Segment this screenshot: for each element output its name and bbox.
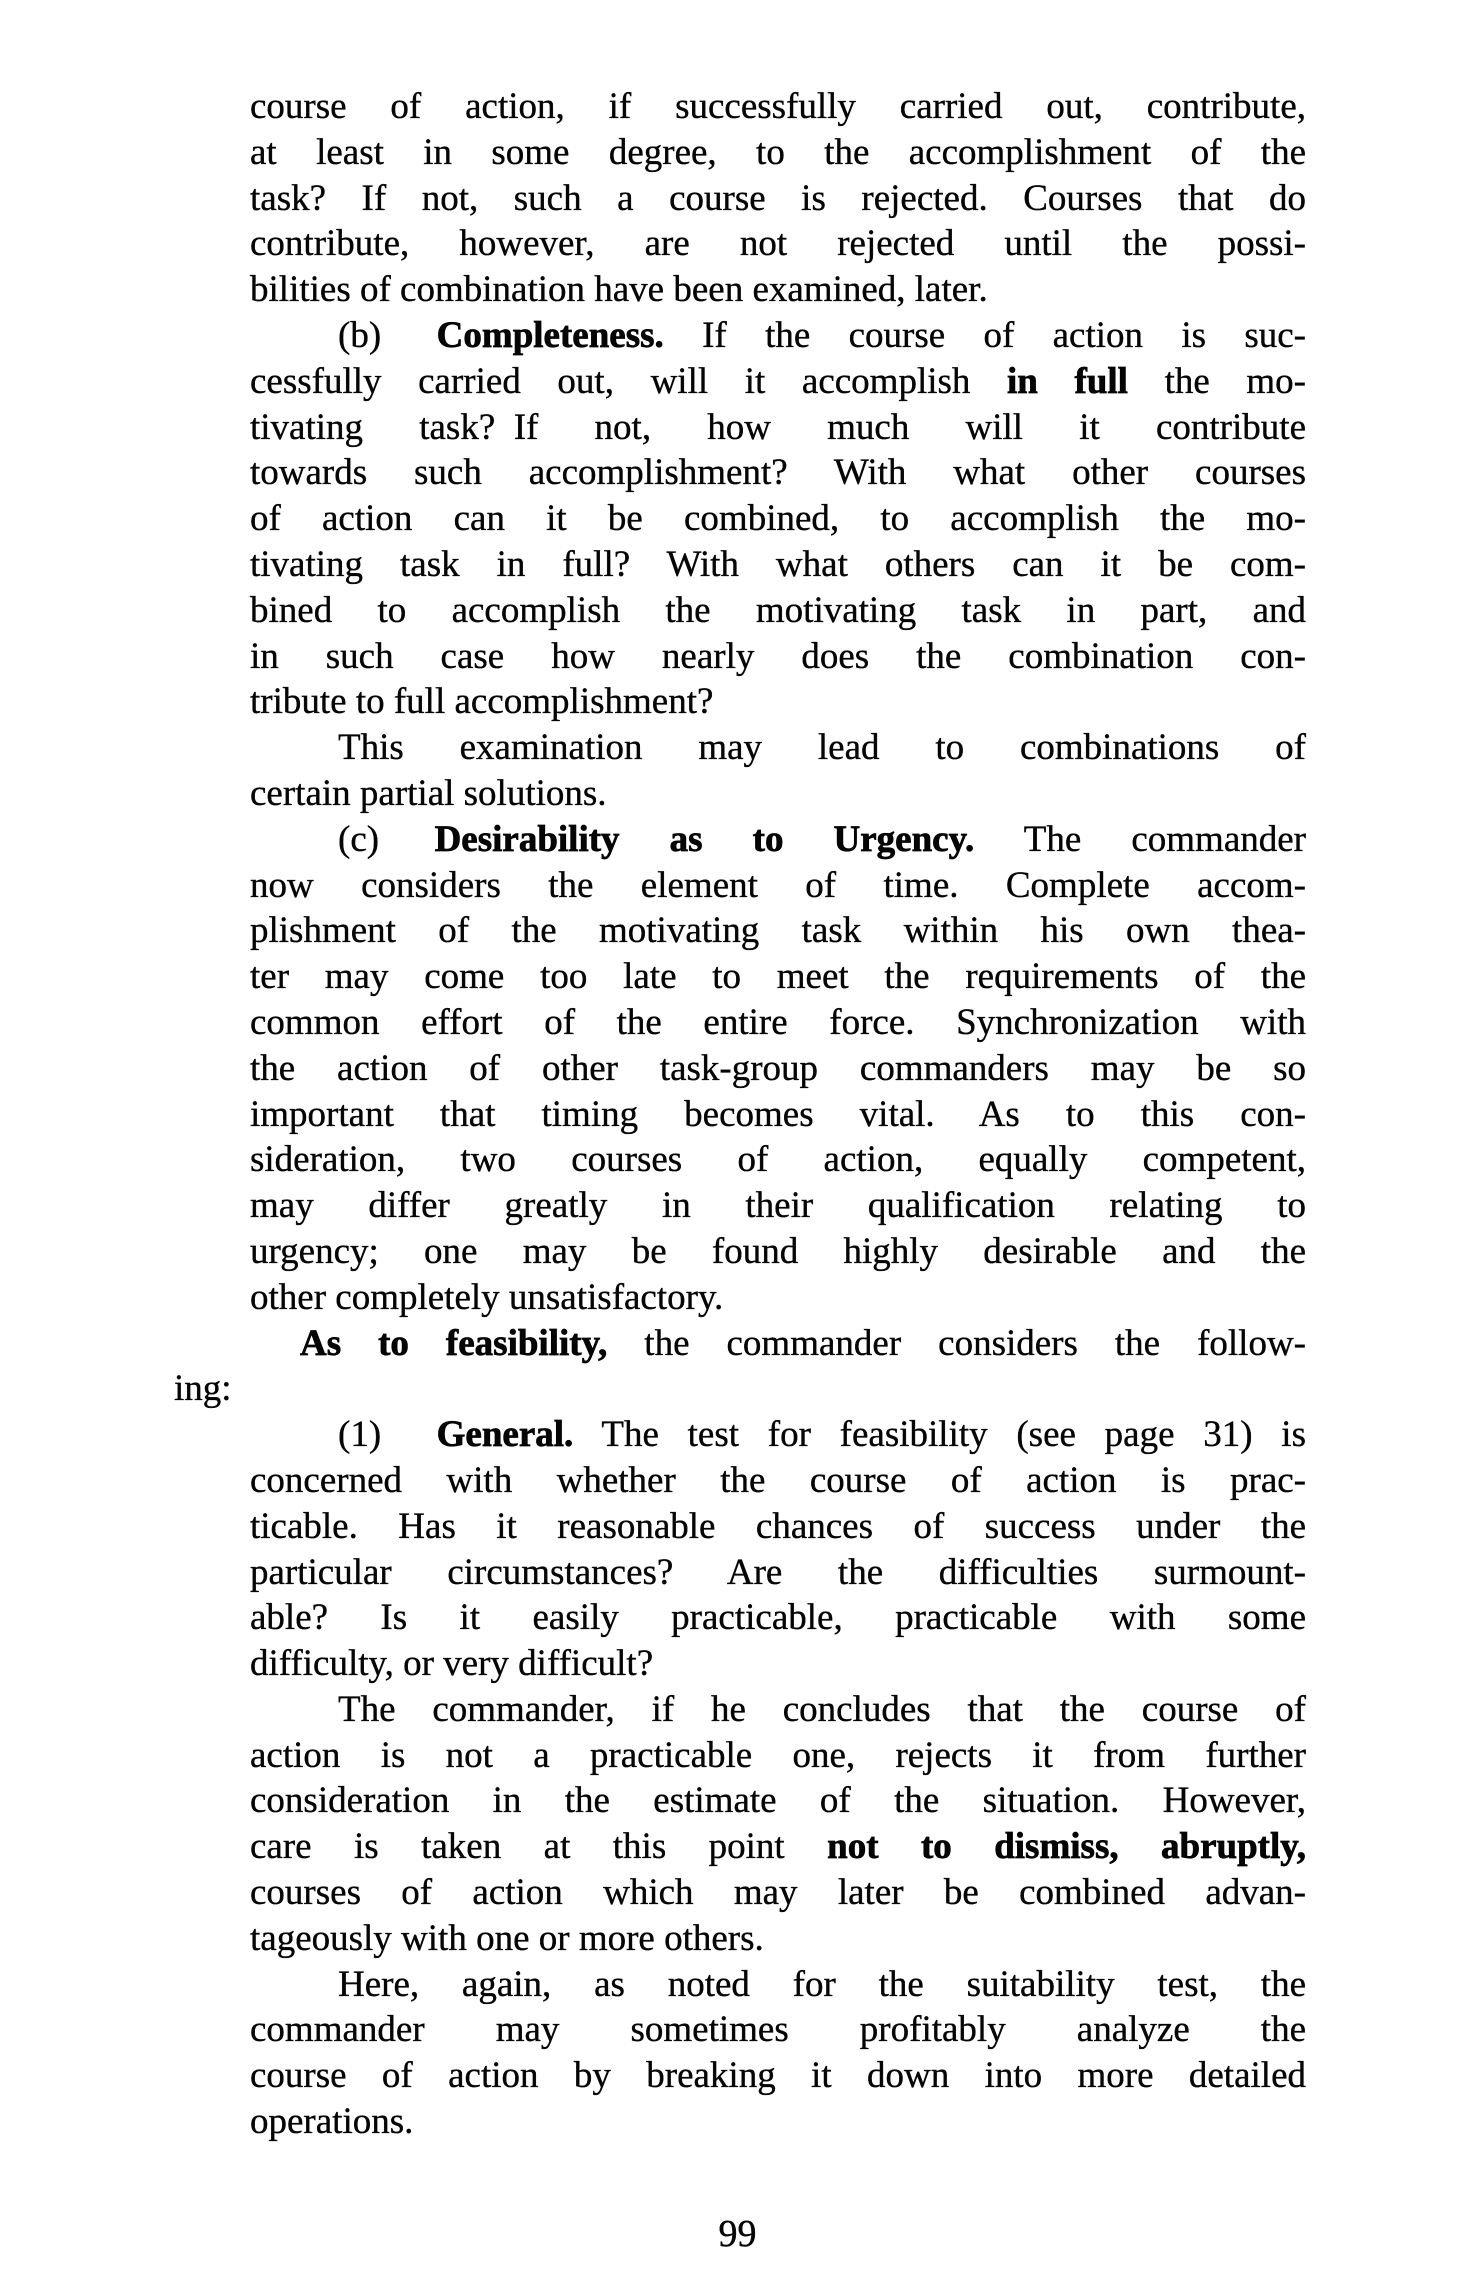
text-segment: (c) <box>338 818 435 860</box>
text-line <box>250 176 1306 222</box>
text-segment: common effort of the entire force. Synchronization with <box>250 1001 1306 1043</box>
text-segment: course of action, if successfully carried out, contribute, <box>250 86 1306 127</box>
text-line <box>250 1687 1306 1733</box>
text-line <box>250 634 1306 680</box>
text-segment: The test for feasibility (see page 31) is <box>573 1414 1306 1456</box>
text-line <box>250 2007 1306 2053</box>
text-line <box>250 359 1306 405</box>
text-line <box>250 1275 1306 1321</box>
text-segment: This examination may lead to combinations of <box>338 727 1306 769</box>
text-line <box>250 1046 1306 1092</box>
text-line <box>250 1550 1306 1596</box>
text-segment: in such case how nearly does the combination con- <box>250 635 1306 677</box>
text-line <box>250 496 1306 542</box>
bold-text-segment: As to feasibility, <box>300 1322 608 1364</box>
text-line <box>250 817 1306 863</box>
page-number: 99 <box>718 2213 757 2255</box>
text-segment: at least in some degree, to the accomplishment of the <box>250 131 1306 173</box>
text-line <box>250 588 1306 634</box>
text-line <box>250 679 1306 725</box>
text-line <box>250 1137 1306 1183</box>
text-segment: urgency; one may be found highly desirable and the <box>250 1230 1306 1272</box>
text-segment: care is taken at this point <box>250 1826 828 1868</box>
text-line <box>250 542 1306 588</box>
text-line <box>250 725 1306 771</box>
text-line <box>250 1962 1306 2008</box>
text-line <box>250 954 1306 1000</box>
text-segment: courses of action which may later be combined advan- <box>250 1872 1306 1914</box>
text-line <box>250 908 1306 954</box>
text-segment: plishment of the motivating task within his own thea- <box>250 910 1306 952</box>
text-block <box>174 84 1307 2145</box>
text-segment: consideration in the estimate of the situation. However, <box>250 1780 1306 1822</box>
text-segment: action is not a practicable one, rejects it from further <box>250 1734 1306 1776</box>
text-segment: tribute to full accomplishment? <box>250 681 714 723</box>
text-line <box>250 84 1306 130</box>
text-segment: tageously with one or more others. <box>250 1917 764 1959</box>
text-segment: the action of other task-group commanders may be so <box>250 1047 1306 1089</box>
text-line <box>250 1321 1306 1367</box>
text-segment: towards such accomplishment? With what other courses <box>250 452 1306 494</box>
text-line <box>250 2099 1306 2145</box>
text-segment: able? Is it easily practicable, practicable with some <box>250 1597 1306 1639</box>
text-segment: of action can it be combined, to accomplish the mo- <box>250 498 1306 540</box>
text-segment: Here, again, as noted for the suitability test, the <box>338 1963 1306 2005</box>
bold-text-segment: not to dismiss, abruptly, <box>827 1826 1306 1868</box>
text-segment: tivating task in full? With what others can it be com- <box>250 543 1306 585</box>
text-line <box>250 1000 1306 1046</box>
text-line <box>250 130 1306 176</box>
text-segment: the mo- <box>1127 360 1306 402</box>
text-segment: bined to accomplish the motivating task in part, and <box>250 589 1306 631</box>
text-line <box>250 1916 1306 1962</box>
text-segment: other completely unsatisfactory. <box>250 1276 724 1318</box>
text-line <box>250 2053 1306 2099</box>
text-line <box>250 267 1306 313</box>
text-segment: course of action by breaking it down into more detailed <box>250 2055 1306 2097</box>
text-segment: difficulty, or very difficult? <box>250 1643 654 1685</box>
text-segment: certain partial solutions. <box>250 772 607 814</box>
text-segment: operations. <box>250 2101 414 2143</box>
text-line <box>250 863 1306 909</box>
text-line <box>250 1641 1306 1687</box>
text-segment: important that timing becomes vital. As to this con- <box>250 1093 1306 1135</box>
text-segment: (1) <box>338 1414 437 1456</box>
text-segment: If the course of action is suc- <box>663 314 1306 356</box>
text-line <box>250 1824 1306 1870</box>
text-line <box>250 1092 1306 1138</box>
text-segment: task? If not, such a course is rejected. Courses that do <box>250 177 1306 219</box>
text-segment: ticable. Has it reasonable chances of success under the <box>250 1505 1306 1547</box>
text-line <box>250 1229 1306 1275</box>
text-segment: tivating task? If not, how much will it contribute <box>250 406 1306 448</box>
text-line <box>250 771 1306 817</box>
text-segment: commander may sometimes profitably analyze the <box>250 2009 1306 2051</box>
text-segment: The commander, if he concludes that the course of <box>338 1688 1306 1730</box>
bold-text-segment: General. <box>436 1414 574 1456</box>
text-line <box>250 1412 1306 1458</box>
text-segment: The commander <box>974 818 1306 860</box>
text-segment: ing: <box>174 1368 232 1410</box>
text-line <box>174 1366 1306 1412</box>
text-segment: sideration, two courses of action, equally competent, <box>250 1139 1306 1181</box>
text-segment: the commander considers the follow- <box>607 1322 1307 1364</box>
bold-text-segment: in full <box>1007 360 1128 402</box>
text-segment: bilities of combination have been examined, later. <box>250 269 988 311</box>
text-segment: particular circumstances? Are the difficulties surmount- <box>250 1551 1306 1593</box>
text-line <box>250 221 1306 267</box>
text-line <box>250 1870 1306 1916</box>
text-line <box>250 450 1306 496</box>
text-segment: may differ greatly in their qualification relating to <box>250 1185 1306 1227</box>
text-line <box>250 1504 1306 1550</box>
bold-text-segment: Completeness. <box>436 314 664 356</box>
text-segment: concerned with whether the course of action is prac- <box>250 1459 1306 1501</box>
text-line <box>250 1595 1306 1641</box>
text-line <box>250 1778 1306 1824</box>
text-segment: now considers the element of time. Complete accom- <box>250 864 1306 906</box>
text-line <box>250 1458 1306 1504</box>
text-line <box>250 1183 1306 1229</box>
text-segment: contribute, however, are not rejected until the possi- <box>250 223 1306 265</box>
text-line <box>250 405 1306 451</box>
text-line <box>250 1733 1306 1779</box>
text-line <box>250 313 1306 359</box>
text-segment: cessfully carried out, will it accomplish <box>250 360 1008 402</box>
text-segment: ter may come too late to meet the requirements of the <box>250 956 1306 998</box>
bold-text-segment: Desirability as to Urgency. <box>434 818 975 860</box>
text-segment: (b) <box>338 314 437 356</box>
